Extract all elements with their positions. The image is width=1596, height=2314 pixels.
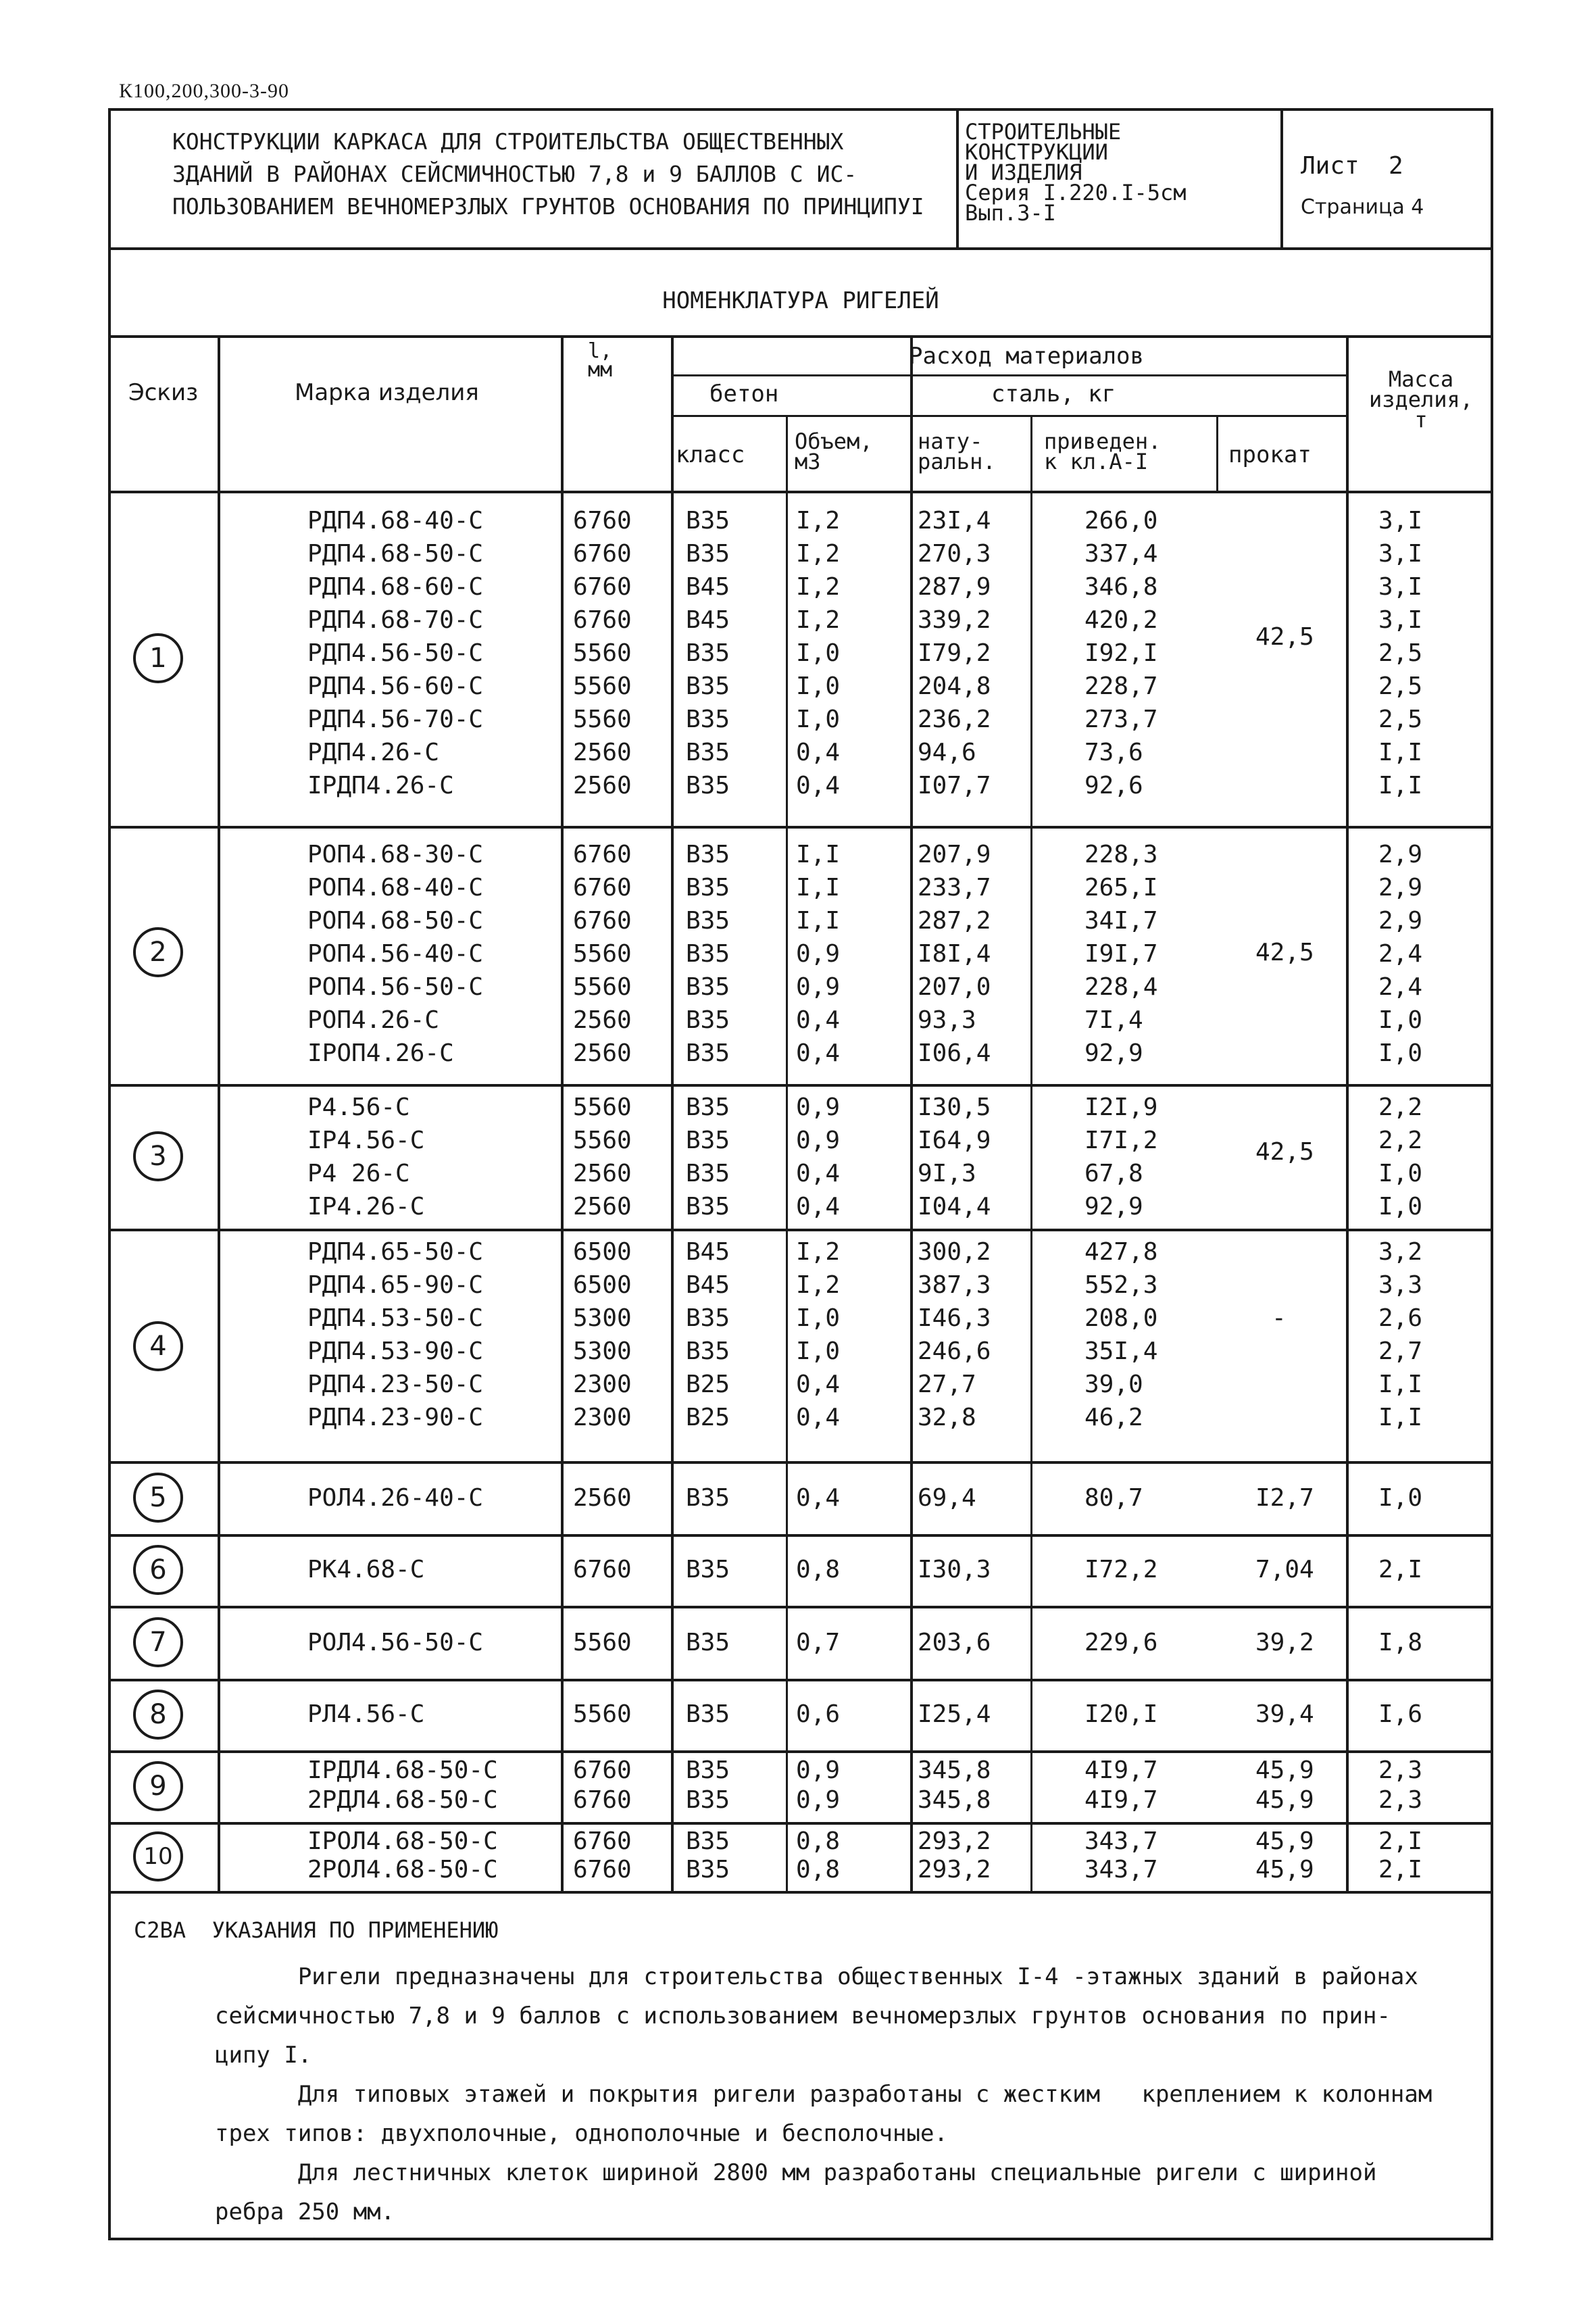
col-divider: [1346, 335, 1349, 1894]
series-block: [965, 119, 1187, 226]
document-code: К100,200,300-3-90: [119, 80, 289, 102]
group-mass: I,0: [1378, 1484, 1423, 1512]
group-natural: 345,8 345,8: [918, 1756, 991, 1814]
group-marks: IРОЛ4.68-50-С 2РОЛ4.68-50-С: [307, 1827, 498, 1884]
group-natural: I25,4: [918, 1700, 991, 1728]
notes-paragraph: Для типовых этажей и покрытия ригели разработаны с жестким креплением к колоннам трех типов: двухполочные, однополочные и бесполочные.: [215, 2081, 1432, 2147]
header-natural: нату- ральн.: [918, 428, 996, 474]
group-length: 6500 6500 5300 5300 2300 2300: [573, 1238, 632, 1431]
header-rule: [671, 415, 1346, 417]
group-length: 5560 5560 2560 2560: [573, 1093, 632, 1221]
group-rolled: I2,7: [1255, 1484, 1314, 1512]
col-divider: [910, 335, 913, 1894]
header-bottom-rule: [108, 491, 1493, 493]
group-rolled: -: [1272, 1304, 1287, 1332]
header-sketch: Эскиз: [128, 379, 199, 406]
group-class: В35 В35 В35 В35 В35 В35 В35: [686, 841, 730, 1067]
sketch-number-badge: 9: [133, 1761, 183, 1811]
group-mass: 2,3 2,3: [1378, 1756, 1423, 1814]
group-natural: 293,2 293,2: [918, 1827, 991, 1884]
group-mass: I,8: [1378, 1629, 1423, 1656]
group-volume: I,I I,I I,I 0,9 0,9 0,4 0,4: [796, 841, 841, 1067]
group-marks: IРДЛ4.68-50-С 2РДЛ4.68-50-С: [307, 1756, 498, 1814]
group-reduced: 427,8 552,3 208,0 35I,4 39,0 46,2: [1084, 1238, 1158, 1431]
group-rolled: 39,4: [1255, 1700, 1314, 1728]
sketch-number-badge: 10: [133, 1831, 183, 1881]
group-mass: I,6: [1378, 1700, 1423, 1728]
group-natural: 203,6: [918, 1629, 991, 1656]
sketch-number-badge: 7: [133, 1617, 183, 1667]
group-length: 2560: [573, 1484, 632, 1512]
notes-heading: С2ВА УКАЗАНИЯ ПО ПРИМЕНЕНИЮ: [134, 1917, 499, 1943]
group-reduced: 266,0 337,4 346,8 420,2 I92,I 228,7 273,7 73,6 92,6: [1084, 507, 1158, 799]
group-natural: 23I,4 270,3 287,9 339,2 I79,2 204,8 236,2 94,6 I07,7: [918, 507, 991, 799]
group-marks: РЛ4.56-С: [307, 1700, 425, 1728]
header-divider: [1280, 108, 1283, 249]
header-mark: Марка изделия: [295, 379, 479, 406]
group-class: В35: [686, 1484, 730, 1512]
sketch-number-badge: 3: [133, 1131, 183, 1181]
group-rolled: 39,2: [1255, 1629, 1314, 1656]
group-class: В35: [686, 1556, 730, 1583]
header-title-line: ЗДАНИЙ В РАЙОНАХ СЕЙСМИЧНОСТЬЮ 7,8 и 9 БАЛЛОВ С ИС-: [172, 160, 857, 187]
group-length: 6760 6760: [573, 1756, 632, 1814]
group-rolled: 42,5: [1255, 939, 1314, 966]
group-marks: РОЛ4.26-40-С: [307, 1484, 484, 1512]
group-class: В35: [686, 1700, 730, 1728]
group-rolled: 42,5: [1255, 1138, 1314, 1166]
group-reduced: 343,7 343,7: [1084, 1827, 1158, 1884]
group-rule: [108, 1679, 1493, 1681]
group-volume: 0,6: [796, 1700, 841, 1728]
group-reduced: 4I9,7 4I9,7: [1084, 1756, 1158, 1814]
series-line: И ИЗДЕЛИЯ: [965, 159, 1082, 185]
col-divider: [671, 335, 674, 1894]
group-natural: 69,4: [918, 1484, 976, 1512]
series-line: СТРОИТЕЛЬНЫЕ: [965, 119, 1122, 145]
group-class: В35 В35 В45 В45 В35 В35 В35 В35 В35: [686, 507, 730, 799]
header-reduced: приведен. к кл.А-I: [1044, 428, 1162, 474]
sketch-number-badge: 6: [133, 1545, 183, 1595]
header-volume: Объем, м3: [795, 428, 873, 474]
series-line: Серия I.220.I-5см: [965, 180, 1187, 205]
sketch-number-badge: 5: [133, 1473, 183, 1523]
header-class: класс: [676, 441, 745, 468]
header-rule: [671, 374, 1346, 376]
group-marks: Р4.56-С IР4.56-С Р4 26-С IР4.26-С: [307, 1093, 425, 1221]
group-volume: 0,9 0,9 0,4 0,4: [796, 1093, 841, 1221]
header-rolled: прокат: [1228, 441, 1312, 468]
series-line: Вып.3-I: [965, 200, 1056, 226]
group-reduced: 228,3 265,I 34I,7 I9I,7 228,4 7I,4 92,9: [1084, 841, 1158, 1067]
table-top-rule: [108, 335, 1493, 338]
group-class: В35: [686, 1629, 730, 1656]
group-marks: РК4.68-С: [307, 1556, 425, 1583]
sketch-number-badge: 1: [133, 633, 183, 683]
col-divider: [1216, 415, 1218, 491]
group-mass: 2,9 2,9 2,9 2,4 2,4 I,0 I,0: [1378, 841, 1423, 1067]
group-class: В35 В35: [686, 1756, 730, 1814]
group-volume: 0,9 0,9: [796, 1756, 841, 1814]
header-mass: Масса изделия, т: [1368, 366, 1474, 433]
col-divider: [786, 415, 788, 1894]
group-rolled: 45,9 45,9: [1255, 1756, 1314, 1814]
group-natural: I30,3: [918, 1556, 991, 1583]
group-rule: [108, 826, 1493, 829]
group-natural: I30,5 I64,9 9I,3 I04,4: [918, 1093, 991, 1221]
header-title-line: КОНСТРУКЦИИ КАРКАСА ДЛЯ СТРОИТЕЛЬСТВА ОБЩЕСТВЕННЫХ: [172, 128, 844, 155]
group-rolled: 42,5: [1255, 623, 1314, 651]
group-length: 6760 6760 6760 6760 5560 5560 5560 2560 2560: [573, 507, 632, 799]
group-natural: 207,9 233,7 287,2 I8I,4 207,0 93,3 I06,4: [918, 841, 991, 1067]
group-rule: [108, 1534, 1493, 1537]
group-volume: 0,4: [796, 1484, 841, 1512]
group-reduced: I20,I: [1084, 1700, 1158, 1728]
group-mass: 2,I: [1378, 1556, 1423, 1583]
notes-paragraph: Ригели предназначены для строительства общественных I-4 -этажных зданий в районах сейсмичностью 7,8 и 9 баллов с использованием вечномерзлых грунтов основания по прин- ципу I.: [215, 1963, 1418, 2069]
group-reduced: I72,2: [1084, 1556, 1158, 1583]
group-marks: РОЛ4.56-50-С: [307, 1629, 484, 1656]
sheet-number: Лист 2: [1301, 152, 1403, 180]
page-number: Страница 4: [1301, 195, 1424, 219]
group-marks: РОП4.68-30-С РОП4.68-40-С РОП4.68-50-С РОП4.56-40-С РОП4.56-50-С РОП4.26-С IРОП4.26-С: [307, 841, 484, 1067]
group-rule: [108, 1229, 1493, 1231]
header-steel: сталь, кг: [991, 380, 1116, 408]
group-volume: 0,7: [796, 1629, 841, 1656]
group-rule: [108, 1606, 1493, 1608]
group-rule: [108, 1750, 1493, 1753]
group-rolled: 7,04: [1255, 1556, 1314, 1583]
series-line: КОНСТРУКЦИИ: [965, 139, 1108, 165]
group-length: 6760: [573, 1556, 632, 1583]
col-divider: [561, 335, 564, 1894]
group-mass: 3,I 3,I 3,I 3,I 2,5 2,5 2,5 I,I I,I: [1378, 507, 1423, 799]
group-class: В45 В45 В35 В35 В25 В25: [686, 1238, 730, 1431]
group-volume: I,2 I,2 I,2 I,2 I,0 I,0 I,0 0,4 0,4: [796, 507, 841, 799]
notes-paragraph: Для лестничных клеток шириной 2800 мм разработаны специальные ригели с шириной ребра 250 мм.: [215, 2159, 1377, 2225]
header-bottom-rule: [108, 247, 1493, 250]
group-length: 6760 6760: [573, 1827, 632, 1884]
header-concrete: бетон: [709, 380, 779, 408]
group-mass: 2,2 2,2 I,0 I,0: [1378, 1093, 1423, 1221]
group-rule: [108, 1084, 1493, 1087]
col-divider: [218, 335, 220, 1894]
group-reduced: 229,6: [1084, 1629, 1158, 1656]
group-marks: РДП4.68-40-С РДП4.68-50-С РДП4.68-60-С РДП4.68-70-С РДП4.56-50-С РДП4.56-60-С РДП4.56-70-С РДП4.26-С IРДП4.26-С: [307, 507, 484, 799]
group-length: 5560: [573, 1629, 632, 1656]
header-length: l, мм: [588, 339, 613, 382]
group-reduced: I2I,9 I7I,2 67,8 92,9: [1084, 1093, 1158, 1221]
header-title-line: ПОЛЬЗОВАНИЕМ ВЕЧНОМЕРЗЛЫХ ГРУНТОВ ОСНОВАНИЯ ПО ПРИНЦИПУI: [172, 193, 924, 220]
header-title: [172, 126, 924, 223]
group-class: В35 В35 В35 В35: [686, 1093, 730, 1221]
col-divider: [1030, 415, 1032, 1894]
header-divider: [956, 108, 959, 249]
group-length: 5560: [573, 1700, 632, 1728]
table-title: НОМЕНКЛАТУРА РИГЕЛЕЙ: [662, 287, 939, 314]
group-natural: 300,2 387,3 I46,3 246,6 27,7 32,8: [918, 1238, 991, 1431]
group-marks: РДП4.65-50-С РДП4.65-90-С РДП4.53-50-С РДП4.53-90-С РДП4.23-50-С РДП4.23-90-С: [307, 1238, 484, 1431]
sketch-number-badge: 8: [133, 1690, 183, 1740]
group-mass: 2,I 2,I: [1378, 1827, 1423, 1884]
group-rolled: 45,9 45,9: [1255, 1827, 1314, 1884]
group-volume: I,2 I,2 I,0 I,0 0,4 0,4: [796, 1238, 841, 1431]
sketch-number-badge: 2: [133, 927, 183, 977]
table-bottom-rule: [108, 1891, 1493, 1894]
group-length: 6760 6760 6760 5560 5560 2560 2560: [573, 841, 632, 1067]
group-rule: [108, 1822, 1493, 1825]
group-reduced: 80,7: [1084, 1484, 1143, 1512]
group-volume: 0,8 0,8: [796, 1827, 841, 1884]
header-materials: Расход материалов: [909, 343, 1144, 370]
group-mass: 3,2 3,3 2,6 2,7 I,I I,I: [1378, 1238, 1423, 1431]
sketch-number-badge: 4: [133, 1321, 183, 1371]
group-volume: 0,8: [796, 1556, 841, 1583]
group-rule: [108, 1461, 1493, 1464]
group-class: В35 В35: [686, 1827, 730, 1884]
